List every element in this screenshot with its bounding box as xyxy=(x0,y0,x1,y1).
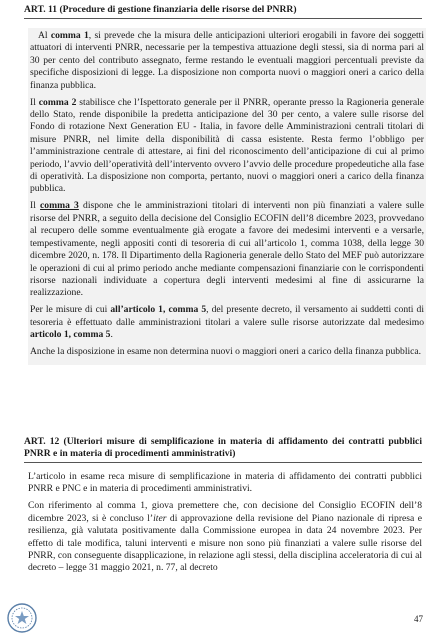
article-12-heading: ART. 12 (Ulteriori misure di semplificazione in materia di affidamento dei contratti pubblici PNRR e in materia di procedimenti amministrativi) xyxy=(24,436,422,463)
article-11-body xyxy=(28,28,426,365)
article-11-heading: ART. 11 (Procedure di gestione finanziaria delle risorse del PNRR) xyxy=(24,4,422,19)
paragraph: L’articolo in esame reca misure di semplificazione in materia di affidamento dei contratti pubblici PNRR e PNC e in materia di procedimenti amministrativi. xyxy=(28,471,422,495)
paragraph: Il comma 2 stabilisce che l’Ispettorato generale per il PNRR, operante presso la Ragioneria generale dello Stato, rende disponibile la predetta anticipazione del 30 per cento, a valere sulle risorse del Fondo di rotazione Next Generation EU - Italia, in favore delle Amministrazioni centrali titolari di misure PNRR, nel limite della disponibilità di cassa esistente. Resta fermo l’obbligo per l’amministrazione centrale di attestare, ai fini del riconoscimento dell’anticipazione di cui al primo periodo, l’avvio dell’operatività dell’intervento ovvero l’avvio delle procedure propedeutiche alla fase di operatività. La disposizione non comporta, pertanto, nuovi o maggiori oneri a carico della finanza pubblica. xyxy=(30,96,425,195)
paragraph: Per le misure di cui all’articolo 1, comma 5, del presente decreto, il versamento ai suddetti conti di tesoreria è effettuato dalle amministrazioni titolari a valere sulle risorse autorizzate dal medesimo articolo 1, comma 5. xyxy=(30,304,424,341)
paragraph: Con riferimento al comma 1, giova premettere che, con decisione del Consiglio ECOFIN dell’8 dicembre 2023, si è concluso l’iter di approvazione della revisione del Piano nazionale di ripresa e resilienza, già valutata positivamente dalla Commissione europea in data 24 novembre 2023. Per effetto di tale modifica, taluni interventi e misure non sono più finanziati a valere sulle risorse del PNRR, con conseguente disapplicazione, in relazione agli stessi, della disciplina acceleratoria di cui al decreto – legge 31 maggio 2021, n. 77, al decreto xyxy=(28,500,422,574)
republic-emblem-icon xyxy=(6,602,38,634)
paragraph: Al comma 1, si prevede che la misura delle anticipazioni ulteriori erogabili in favore dei soggetti attuatori di interventi PNRR, necessarie per la tempestiva attuazione degli stessi, sia di norma pari al 30 per cento del contributo assegnato, ferme restando le eventuali maggiori percentuali previste da specifiche disposizioni di legge. La disposizione non comporta nuovi o maggiori oneri a carico della finanza pubblica. xyxy=(30,30,425,91)
paragraph: Anche la disposizione in esame non determina nuovi o maggiori oneri a carico della finanza pubblica. xyxy=(30,346,422,358)
article-12-body xyxy=(28,471,422,579)
page-number: 47 xyxy=(414,614,423,624)
paragraph: Il comma 3 dispone che le amministrazioni titolari di interventi non più finanziati a valere sulle risorse del PNRR, a seguito della decisione del Consiglio ECOFIN dell’8 dicembre 2023, provvedano al recupero delle somme eventualmente già erogate a favore dei medesimi interventi e a versarle, tempestivamente, negli appositi conti di tesoreria di cui all’articolo 1, comma 1038, della legge 30 dicembre 2020, n. 178. Il Dipartimento della Ragioneria generale dello Stato del MEF può autorizzare le operazioni di cui al primo periodo anche mediante compensazioni finanziarie con le corrispondenti risorse nazionali individuate a copertura degli interventi medesimi al fine di assicurarne la realizzazione. xyxy=(30,200,425,299)
